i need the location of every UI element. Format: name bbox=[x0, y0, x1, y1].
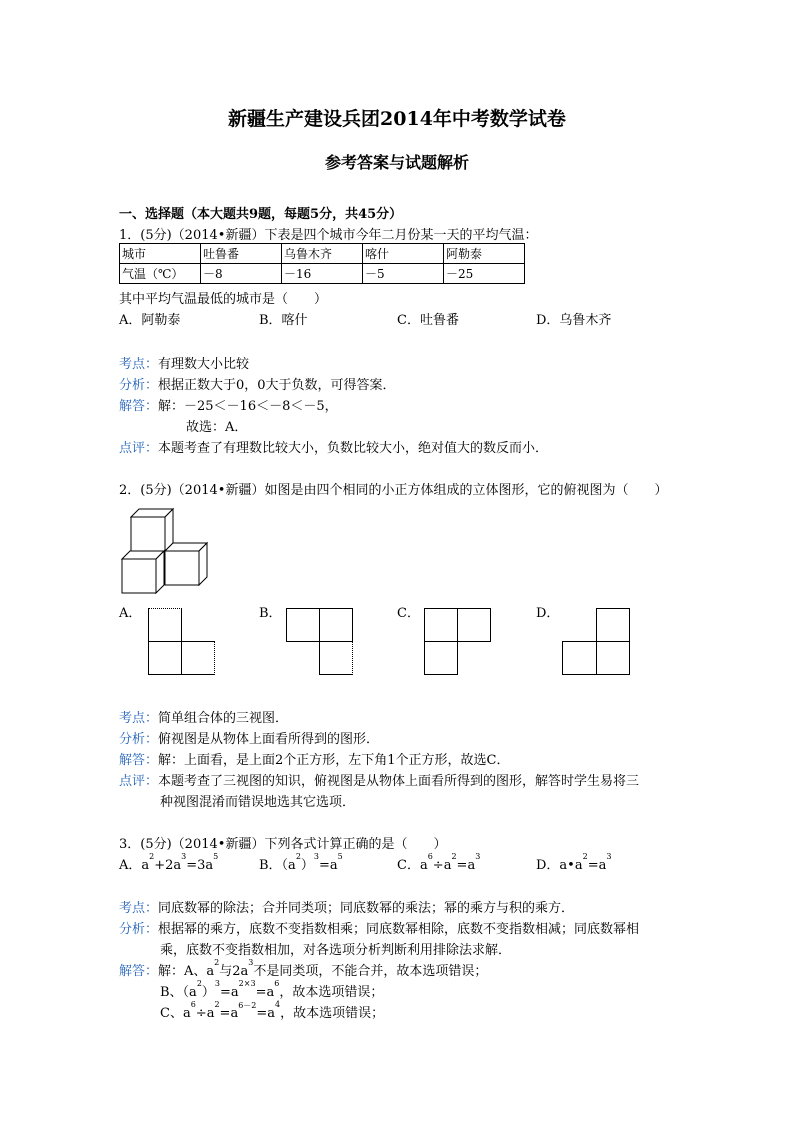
square bbox=[181, 641, 215, 675]
table-cell: 乌鲁木齐 bbox=[282, 244, 363, 264]
kaodian-label: 考点： bbox=[119, 901, 159, 916]
table-cell: －8 bbox=[201, 264, 282, 284]
square bbox=[562, 641, 597, 675]
square bbox=[286, 608, 320, 642]
q3-option-a: A．$a^2+2a^3=3a^5$ bbox=[119, 852, 219, 873]
page-subtitle: 参考答案与试题解析 bbox=[324, 153, 469, 172]
q3-jieda-line3: C、$a^6\div a^2=a^{6-2}=a^4$，故本选项错误； bbox=[160, 1000, 385, 1021]
table-cell: 气温（℃） bbox=[120, 264, 201, 284]
square bbox=[148, 641, 182, 675]
q1-stem: 1．(5分)（2014•新疆）下表是四个城市今年二月份某一天的平均气温： bbox=[119, 228, 538, 243]
square bbox=[319, 608, 353, 642]
kaodian-text: 有理数大小比较 bbox=[158, 357, 250, 372]
q2-fenxi bbox=[119, 728, 379, 747]
q2-kaodian bbox=[119, 707, 288, 726]
table-row bbox=[120, 244, 525, 264]
cube-side-face bbox=[199, 543, 207, 585]
table-cell: 喀什 bbox=[363, 244, 444, 264]
q1-option-b: B．喀什 bbox=[259, 313, 308, 328]
table-cell: 吐鲁番 bbox=[201, 244, 282, 264]
q1-option-c: C．吐鲁番 bbox=[397, 313, 459, 328]
table-cell: －5 bbox=[363, 264, 444, 284]
kaodian-label: 考点： bbox=[119, 357, 159, 372]
fenxi-text: 俯视图是从物体上面看所得到的图形． bbox=[158, 732, 380, 747]
jieda-label: 解答： bbox=[119, 753, 159, 768]
square bbox=[424, 641, 458, 675]
fenxi-label: 分析： bbox=[119, 922, 159, 937]
jieda-text: 解：－25＜－16＜－8＜－5， bbox=[158, 399, 338, 414]
cube-front-face bbox=[122, 559, 156, 593]
fenxi-text: 根据正数大于0，0大于负数，可得答案． bbox=[158, 378, 396, 393]
q3-fenxi-line2: 乘，底数不变指数相加，对各选项分析判断利用排除法求解． bbox=[160, 943, 512, 958]
q3-kaodian bbox=[119, 897, 574, 916]
cube-front-face bbox=[165, 551, 199, 585]
square bbox=[596, 608, 630, 642]
fenxi-label: 分析： bbox=[119, 732, 159, 747]
q2-dianping bbox=[119, 770, 639, 789]
table-cell: 阿勒泰 bbox=[444, 244, 525, 264]
square bbox=[148, 608, 182, 642]
dianping-text: 本题考查了三视图的知识，俯视图是从物体上面看所得到的图形，解答时学生易将三 bbox=[158, 774, 640, 789]
q1-option-a: A．阿勒泰 bbox=[119, 313, 181, 328]
table-cell: －25 bbox=[444, 264, 525, 284]
jieda-label: 解答： bbox=[119, 964, 159, 979]
q1-dianping bbox=[119, 437, 548, 456]
fenxi-label: 分析： bbox=[119, 378, 159, 393]
q2-option-b: B． bbox=[259, 606, 282, 621]
q2-option-d: D． bbox=[536, 606, 560, 621]
table-cell: －16 bbox=[282, 264, 363, 284]
fenxi-text: 根据幂的乘方，底数不变指数相乘；同底数幂相除，底数不变指数相减；同底数幂相 bbox=[158, 922, 640, 937]
jieda-label: 解答： bbox=[119, 399, 159, 414]
q3-stem: 3．(5分)（2014•新疆）下列各式计算正确的是（ ） bbox=[119, 837, 447, 852]
q3-option-d: D．$a•a^2=a^3$ bbox=[536, 852, 612, 873]
cube-side-face bbox=[156, 551, 164, 593]
q1-kaodian bbox=[119, 353, 249, 372]
dianping-text: 本题考查了有理数比较大小，负数比较大小，绝对值大的数反而小． bbox=[158, 441, 549, 456]
q3-fenxi bbox=[119, 918, 639, 937]
section-heading: 一、选择题（本大题共9题，每题5分，共45分） bbox=[119, 207, 403, 222]
q3-option-c: C．$a^6\div a^2=a^3$ bbox=[397, 852, 481, 873]
square bbox=[424, 608, 458, 642]
temperature-table bbox=[119, 243, 525, 284]
jieda-text: 解：上面看，是上面2个正方形，左下角1个正方形，故选C． bbox=[158, 753, 510, 768]
q2-option-a: A． bbox=[119, 606, 142, 621]
dianping-label: 点评： bbox=[119, 441, 159, 456]
q2-stem: 2．(5分)（2014•新疆）如图是由四个相同的小正方体组成的立体图形，它的俯视图为（ ） bbox=[119, 483, 668, 498]
q1-jieda bbox=[119, 395, 338, 414]
dianping-label: 点评： bbox=[119, 774, 159, 789]
q2-option-c: C． bbox=[397, 606, 420, 621]
q2-dianping-line2: 种视图混淆而错误地选其它选项． bbox=[160, 795, 356, 810]
table-row bbox=[120, 264, 525, 284]
q1-fenxi bbox=[119, 374, 396, 393]
q1-jieda-line2: 故选：A． bbox=[186, 420, 248, 435]
table-cell: 城市 bbox=[120, 244, 201, 264]
cube-figure bbox=[119, 502, 215, 594]
q1-question: 其中平均气温最低的城市是（ ） bbox=[119, 292, 328, 307]
q1-option-d: D．乌鲁木齐 bbox=[536, 313, 612, 328]
kaodian-text: 简单组合体的三视图． bbox=[158, 711, 289, 726]
q3-jieda-line2: B、$(a^2)^3=a^{2\times 3}=a^6$，故本选项错误； bbox=[160, 979, 384, 1000]
kaodian-text: 同底数幂的除法；合并同类项；同底数幂的乘法；幂的乘方与积的乘方． bbox=[158, 901, 575, 916]
q3-jieda: 解答：解：A、$a^2$与$2a^3$不是同类项，不能合并，故本选项错误； bbox=[119, 958, 488, 979]
q3-option-b: B．$(a^2)^3=a^5$ bbox=[259, 852, 343, 873]
square bbox=[457, 608, 491, 642]
square bbox=[596, 641, 630, 675]
q2-jieda bbox=[119, 749, 510, 768]
cube-front-face bbox=[131, 517, 165, 551]
page-title: 新疆生产建设兵团2014年中考数学试卷 bbox=[228, 108, 566, 130]
kaodian-label: 考点： bbox=[119, 711, 159, 726]
square bbox=[319, 641, 353, 675]
